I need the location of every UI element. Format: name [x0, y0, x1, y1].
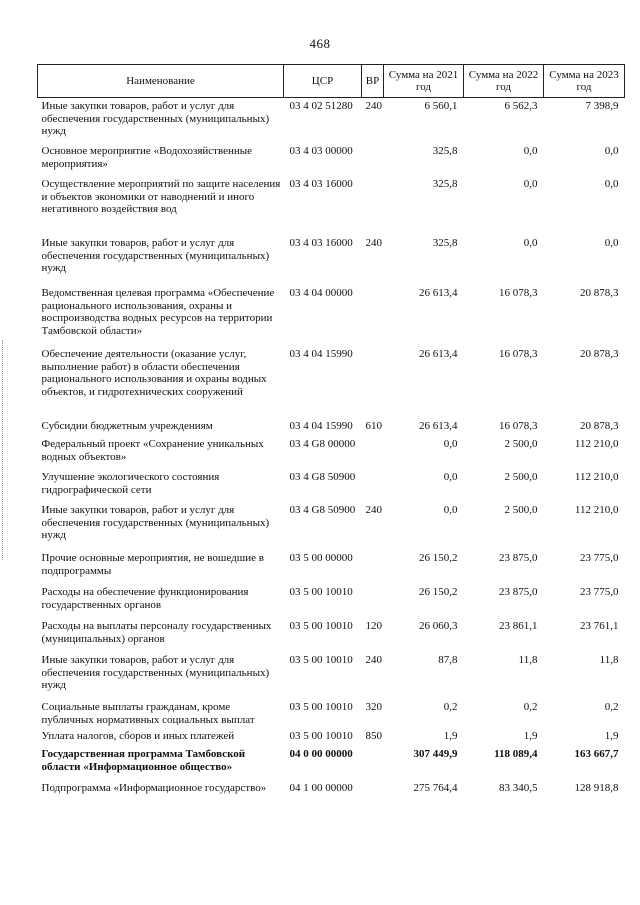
row-csr: 03 4 03 16000 [289, 237, 353, 249]
row-sum-2022: 16 078,3 [499, 287, 538, 299]
row-sum-2023: 23 775,0 [580, 552, 619, 564]
table-row [38, 580, 625, 614]
row-sum-2022: 6 562,3 [504, 100, 538, 112]
row-vr: 850 [365, 730, 382, 742]
row-sum-2021: 0,0 [443, 438, 458, 450]
row-csr: 03 4 G8 00000 [289, 438, 356, 450]
row-csr: 03 4 G8 50900 [289, 504, 356, 516]
table-row [38, 342, 625, 418]
row-sum-2021: 307 449,9 [413, 748, 458, 760]
row-sum-2021: 26 613,4 [419, 287, 458, 299]
row-name: Ведомственная целевая программа «Обеспечение рационального использования, охраны и воспроизводства водных ресурсов на территории Тамбовской области» [41, 287, 275, 337]
row-sum-2022: 23 875,0 [499, 586, 538, 598]
row-sum-2021: 325,8 [432, 178, 458, 190]
row-name: Уплата налогов, сборов и иных платежей [41, 730, 235, 742]
row-sum-2023: 128 918,8 [574, 782, 619, 794]
table-row [38, 418, 625, 436]
row-sum-2021: 87,8 [438, 654, 458, 666]
table-row [38, 98, 625, 141]
row-name: Государственная программа Тамбовской области «Информационное общество» [41, 748, 246, 773]
row-sum-2021: 26 613,4 [419, 348, 458, 360]
page-number: 468 [309, 36, 331, 51]
row-name: Обеспечение деятельности (оказание услуг, выполнение работ) в области обеспечения рационального использования и охраны водных объектов, и гидротехнических сооружений [41, 348, 267, 398]
row-name: Улучшение экологического состояния гидрографической сети [41, 471, 220, 496]
row-sum-2022: 11,8 [518, 654, 538, 666]
header-sum-2022: Сумма на 2022 год [464, 65, 544, 98]
row-vr: 240 [365, 654, 382, 666]
row-sum-2022: 16 078,3 [499, 348, 538, 360]
row-vr [362, 580, 384, 614]
table-row [38, 648, 625, 695]
row-sum-2021: 26 060,3 [419, 620, 458, 632]
row-sum-2021: 0,0 [443, 471, 458, 483]
row-sum-2021: 0,0 [443, 504, 458, 516]
table-row [38, 436, 625, 466]
row-sum-2023: 20 878,3 [580, 420, 619, 432]
row-vr [362, 776, 384, 810]
row-sum-2023: 1,9 [604, 730, 619, 742]
row-vr: 240 [365, 504, 382, 516]
row-name: Иные закупки товаров, работ и услуг для обеспечения государственных (муниципальных) нужд [41, 100, 270, 137]
row-sum-2023: 0,0 [604, 145, 619, 157]
header-sum-2021: Сумма на 2021 год [384, 65, 464, 98]
row-csr: 03 4 G8 50900 [289, 471, 356, 483]
row-sum-2023: 20 878,3 [580, 348, 619, 360]
row-sum-2023: 0,2 [604, 701, 619, 713]
table-row [38, 614, 625, 648]
budget-table [37, 64, 625, 810]
row-name: Иные закупки товаров, работ и услуг для обеспечения государственных (муниципальных) нужд [41, 504, 270, 541]
row-sum-2023: 23 761,1 [580, 620, 619, 632]
row-csr: 03 4 03 16000 [289, 178, 353, 190]
row-sum-2021: 325,8 [432, 145, 458, 157]
row-sum-2022: 0,0 [523, 178, 538, 190]
row-sum-2022: 118 089,4 [494, 748, 538, 760]
header-sum-2023: Сумма на 2023 год [544, 65, 625, 98]
row-sum-2022: 0,0 [523, 237, 538, 249]
table-row [38, 695, 625, 726]
row-name: Прочие основные мероприятия, не вошедшие в подпрограммы [41, 552, 264, 577]
row-vr [362, 746, 384, 776]
row-sum-2022: 23 875,0 [499, 552, 538, 564]
row-csr: 03 5 00 10010 [289, 730, 353, 742]
row-sum-2022: 2 500,0 [504, 471, 538, 483]
row-sum-2022: 2 500,0 [504, 504, 538, 516]
row-csr: 03 4 04 15990 [289, 348, 353, 360]
row-vr [362, 436, 384, 466]
header-vr: ВР [362, 65, 384, 98]
row-name: Социальные выплаты гражданам, кроме публичных нормативных социальных выплат [41, 701, 255, 726]
header-name: Наименование [38, 65, 284, 98]
row-vr: 610 [365, 420, 382, 432]
row-vr [362, 282, 384, 342]
row-sum-2022: 16 078,3 [499, 420, 538, 432]
table-row [38, 746, 625, 776]
row-vr [362, 466, 384, 499]
row-sum-2021: 1,9 [443, 730, 458, 742]
row-sum-2023: 0,0 [604, 237, 619, 249]
row-vr: 120 [365, 620, 382, 632]
table-body [38, 98, 625, 811]
row-sum-2023: 0,0 [604, 178, 619, 190]
row-name: Иные закупки товаров, работ и услуг для обеспечения государственных (муниципальных) нужд [41, 654, 270, 691]
row-sum-2022: 23 861,1 [499, 620, 538, 632]
table-row [38, 282, 625, 342]
table-row [38, 547, 625, 580]
row-name: Расходы на обеспечение функционирования государственных органов [41, 586, 249, 611]
row-sum-2021: 325,8 [432, 237, 458, 249]
row-name: Подпрограмма «Информационное государство» [41, 782, 267, 794]
row-sum-2023: 112 210,0 [574, 471, 619, 483]
row-sum-2023: 163 667,7 [574, 748, 619, 760]
table-row [38, 140, 625, 173]
row-csr: 04 1 00 00000 [289, 782, 353, 794]
table-row [38, 776, 625, 810]
row-name: Основное мероприятие «Водохозяйственные мероприятия» [41, 145, 253, 170]
row-sum-2021: 0,2 [443, 701, 458, 713]
table-row [38, 499, 625, 547]
table-row [38, 466, 625, 499]
row-name: Федеральный проект «Сохранение уникальных водных объектов» [41, 438, 264, 463]
header-csr: ЦСР [284, 65, 362, 98]
row-csr: 03 4 03 00000 [289, 145, 353, 157]
row-csr: 03 4 02 51280 [289, 100, 353, 112]
row-sum-2021: 275 764,4 [413, 782, 458, 794]
row-vr [362, 140, 384, 173]
row-sum-2021: 26 613,4 [419, 420, 458, 432]
row-name: Расходы на выплаты персоналу государственных (муниципальных) органов [41, 620, 272, 645]
row-vr [362, 342, 384, 418]
row-vr: 240 [365, 100, 382, 112]
row-sum-2022: 2 500,0 [504, 438, 538, 450]
row-sum-2023: 11,8 [599, 654, 619, 666]
row-csr: 03 5 00 10010 [289, 701, 353, 713]
table-header-row [38, 65, 625, 98]
row-sum-2023: 23 775,0 [580, 586, 619, 598]
row-csr: 03 4 04 00000 [289, 287, 353, 299]
row-sum-2023: 20 878,3 [580, 287, 619, 299]
row-vr [362, 173, 384, 232]
row-name: Субсидии бюджетным учреждениям [41, 420, 213, 432]
row-sum-2021: 26 150,2 [419, 552, 458, 564]
row-csr: 03 5 00 10010 [289, 620, 353, 632]
scan-edge-mark [2, 340, 5, 560]
row-sum-2023: 112 210,0 [574, 438, 619, 450]
table-row [38, 232, 625, 282]
row-csr: 04 0 00 00000 [289, 748, 353, 760]
row-name: Иные закупки товаров, работ и услуг для обеспечения государственных (муниципальных) нужд [41, 237, 270, 274]
row-csr: 03 5 00 00000 [289, 552, 353, 564]
row-name: Осуществление мероприятий по защите населения и объектов экономики от наводнений и иного негативного воздействия вод [41, 178, 281, 215]
row-sum-2023: 7 398,9 [585, 100, 619, 112]
row-vr: 320 [365, 701, 382, 713]
row-vr: 240 [365, 237, 382, 249]
row-csr: 03 5 00 10010 [289, 586, 353, 598]
row-vr [362, 547, 384, 580]
row-sum-2023: 112 210,0 [574, 504, 619, 516]
row-sum-2021: 6 560,1 [424, 100, 458, 112]
table-row [38, 173, 625, 232]
row-sum-2022: 83 340,5 [499, 782, 538, 794]
row-csr: 03 4 04 15990 [289, 420, 353, 432]
row-sum-2022: 0,0 [523, 145, 538, 157]
row-sum-2022: 0,2 [523, 701, 538, 713]
row-sum-2022: 1,9 [523, 730, 538, 742]
table-row [38, 726, 625, 746]
row-csr: 03 5 00 10010 [289, 654, 353, 666]
row-sum-2021: 26 150,2 [419, 586, 458, 598]
